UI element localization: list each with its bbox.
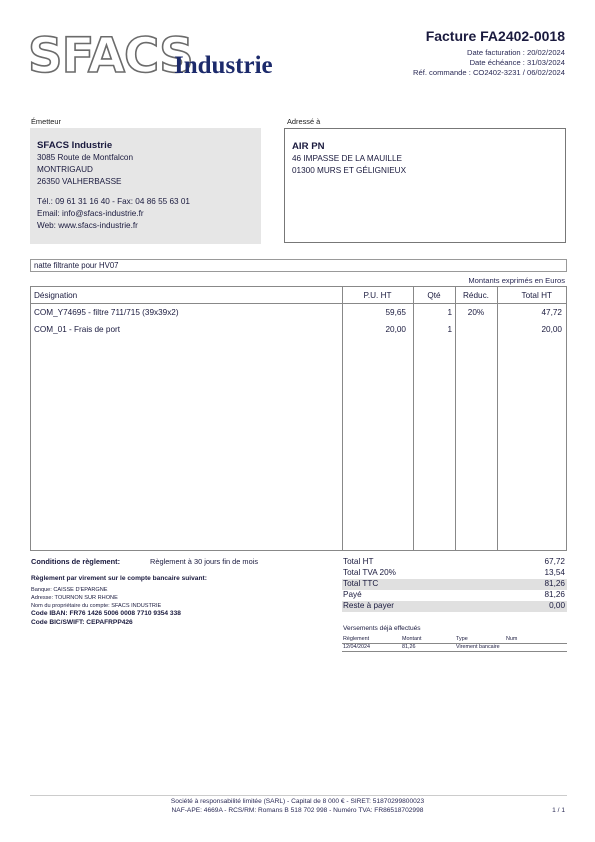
- payment-type: Virement bancaire: [456, 644, 500, 650]
- total-ttc-row: [342, 579, 567, 590]
- footer-divider: [30, 795, 567, 796]
- invoice-note: natte filtrante pour HV07: [30, 259, 567, 272]
- logo-sfacs-text: SFACS: [28, 28, 193, 84]
- row-discount: 20%: [467, 308, 485, 317]
- table-row: [342, 644, 567, 652]
- invoice-title: Facture FA2402-0018: [425, 28, 565, 44]
- row-designation: COM_01 - Frais de port: [34, 325, 120, 334]
- row-unit-price: 59,65: [385, 308, 406, 317]
- remaining-row: [342, 601, 567, 612]
- bank-address: Adresse: TOURNON SUR RHONE: [31, 595, 118, 601]
- remaining-value: 0,00: [549, 601, 565, 610]
- items-table: [30, 286, 567, 551]
- recipient-label: Adressé à: [287, 117, 321, 126]
- payments-header: [342, 636, 567, 644]
- conditions-label: Conditions de règlement:: [31, 557, 121, 566]
- total-ttc-value: 81,26: [544, 579, 565, 588]
- column-divider: [497, 287, 498, 550]
- iban: Code IBAN: FR76 1426 5006 0008 7710 9354 338: [31, 610, 181, 617]
- payments-header-payment: Règlement: [343, 636, 370, 642]
- footer-legal-2: NAF-APE: 4669A - RCS/RM: Romans B 518 702 998 - Numéro TVA: FR86518702998: [171, 807, 424, 814]
- emitter-box: [30, 128, 261, 244]
- paid-row: [342, 590, 567, 601]
- invoice-date: Date facturation : 20/02/2024: [467, 48, 565, 57]
- row-designation: COM_Y74695 - filtre 711/715 (39x39x2): [34, 308, 179, 317]
- payments-title: Versements déjà effectués: [343, 625, 421, 632]
- due-date: Date échéance : 31/03/2024: [469, 58, 565, 67]
- emitter-address-2: MONTRIGAUD: [37, 165, 93, 174]
- footer-legal-1: Société à responsabilité limitée (SARL) - Capital de 8 000 € - SIRET: 51870299800023: [170, 798, 425, 805]
- recipient-box: [284, 128, 566, 243]
- header-total-ht: Total HT: [521, 291, 552, 300]
- header-quantity: Qté: [427, 291, 441, 300]
- total-ht-label: Total HT: [343, 557, 374, 566]
- account-owner: Nom du propriétaire du compte: SFACS INDUSTRIE: [31, 603, 162, 609]
- remaining-label: Reste à payer: [343, 601, 394, 610]
- total-tva-label: Total TVA 20%: [343, 568, 396, 577]
- emitter-email: Email: info@sfacs-industrie.fr: [37, 209, 144, 218]
- bic-swift: Code BIC/SWIFT: CEPAFRPP426: [31, 619, 133, 626]
- payments-header-amount: Montant: [402, 636, 422, 642]
- paid-label: Payé: [343, 590, 362, 599]
- row-quantity: 1: [447, 308, 452, 317]
- payment-date: 12/04/2024: [343, 644, 370, 650]
- emitter-phone: Tél.: 09 61 31 16 40 - Fax: 04 86 55 63 01: [37, 197, 190, 206]
- total-ttc-label: Total TTC: [343, 579, 379, 588]
- total-ht-row: [342, 557, 567, 568]
- row-total: 47,72: [541, 308, 562, 317]
- total-tva-row: [342, 568, 567, 579]
- emitter-address-3: 26350 VALHERBASSE: [37, 177, 122, 186]
- emitter-label: Émetteur: [31, 117, 61, 126]
- emitter-name: SFACS Industrie: [37, 140, 113, 151]
- company-logo: [28, 30, 288, 90]
- logo-industrie-text: Industrie: [174, 52, 273, 79]
- row-unit-price: 20,00: [385, 325, 406, 334]
- recipient-address-1: 46 IMPASSE DE LA MAUILLE: [292, 154, 402, 163]
- transfer-title: Règlement par virement sur le compte bancaire suivant:: [31, 575, 207, 582]
- column-divider: [455, 287, 456, 550]
- row-quantity: 1: [447, 325, 452, 334]
- order-reference: Réf. commande : CO2402-3231 / 06/02/2024: [413, 68, 565, 77]
- recipient-name: AIR PN: [292, 141, 325, 152]
- conditions-value: Règlement à 30 jours fin de mois: [150, 557, 259, 566]
- emitter-address-1: 3085 Route de Montfalcon: [37, 153, 134, 162]
- payments-header-num: Num: [506, 636, 518, 642]
- header-unit-price: P.U. HT: [363, 291, 392, 300]
- header-designation: Désignation: [34, 291, 78, 300]
- bank-name: Banque: CAISSE D'EPARGNE: [31, 587, 108, 593]
- header-discount: Réduc.: [463, 291, 489, 300]
- amount-currency-note: Montants exprimés en Euros: [468, 276, 565, 285]
- total-tva-value: 13,54: [544, 568, 565, 577]
- recipient-address-2: 01300 MURS ET GÉLIGNIEUX: [292, 166, 407, 175]
- column-divider: [413, 287, 414, 550]
- payment-amount: 81,26: [402, 644, 416, 650]
- column-divider: [342, 287, 343, 550]
- total-ht-value: 67,72: [544, 557, 565, 566]
- emitter-web: Web: www.sfacs-industrie.fr: [37, 221, 138, 230]
- page-number: 1 / 1: [552, 807, 565, 814]
- row-total: 20,00: [541, 325, 562, 334]
- paid-value: 81,26: [544, 590, 565, 599]
- payments-header-type: Type: [456, 636, 468, 642]
